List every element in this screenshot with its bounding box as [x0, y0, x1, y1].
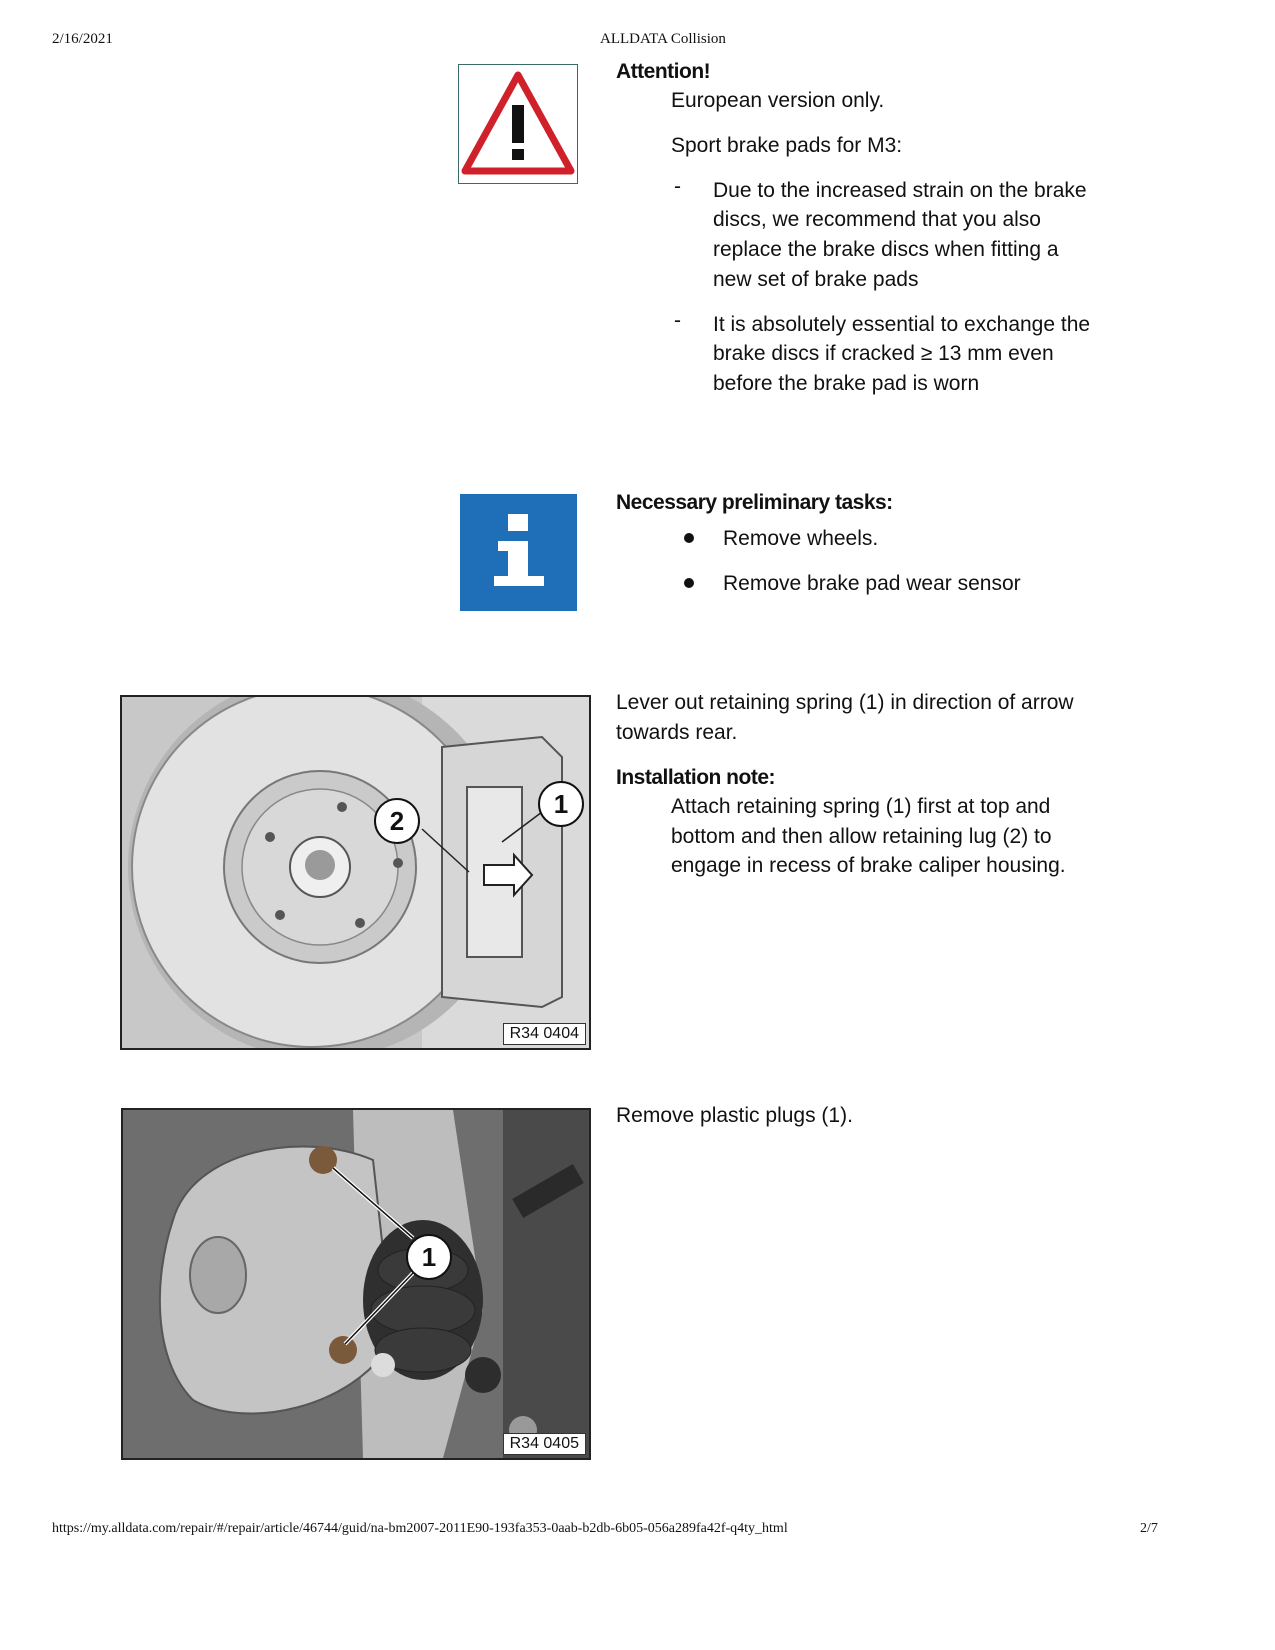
attention-item-2-line-3: before the brake pad is worn — [713, 372, 980, 395]
step1-line-2: towards rear. — [616, 721, 738, 744]
attention-item-1-line-1: Due to the increased strain on the brake — [713, 179, 1087, 202]
step1-line-1: Lever out retaining spring (1) in direction of arrow — [616, 691, 1074, 714]
attention-item-1-line-3: replace the brake discs when fitting a — [713, 238, 1059, 261]
callout-2: 2 — [374, 798, 420, 844]
print-date: 2/16/2021 — [52, 31, 113, 47]
attention-item-2-line-1: It is absolutely essential to exchange the — [713, 313, 1091, 336]
attention-item-1-line-2: discs, we recommend that you also — [713, 208, 1041, 231]
callout-1: 1 — [406, 1234, 452, 1280]
warning-icon — [458, 64, 578, 184]
bullet — [684, 578, 694, 588]
preliminary-item-1: Remove wheels. — [723, 527, 879, 550]
figure-brake-disc — [120, 695, 591, 1050]
installation-note-heading: Installation note: — [616, 766, 775, 789]
info-icon — [460, 494, 577, 611]
attention-heading: Attention! — [616, 60, 711, 83]
installation-note-line-1: Attach retaining spring (1) first at top and — [671, 795, 1051, 818]
figure-code: R34 0405 — [503, 1433, 586, 1455]
attention-item-1-line-4: new set of brake pads — [713, 268, 919, 291]
bullet — [684, 533, 694, 543]
dash-marker: - — [674, 175, 681, 198]
attention-line-2: Sport brake pads for M3: — [671, 134, 903, 157]
installation-note-line-3: engage in recess of brake caliper housing. — [671, 854, 1066, 877]
step2-text: Remove plastic plugs (1). — [616, 1104, 853, 1127]
attention-item-2-line-2: brake discs if cracked ≥ 13 mm even — [713, 342, 1054, 365]
preliminary-item-2: Remove brake pad wear sensor — [723, 572, 1021, 595]
document-title: ALLDATA Collision — [600, 31, 726, 47]
attention-line-1: European version only. — [671, 89, 885, 112]
dash-marker: - — [674, 309, 681, 332]
page-url: https://my.alldata.com/repair/#/repair/article/46744/guid/na-bm2007-2011E90-193fa353-0aab-b2db-6b05-056a289fa42f-q4ty_html — [52, 1521, 788, 1536]
figure-code: R34 0404 — [503, 1023, 586, 1045]
figure-brake-caliper — [121, 1108, 591, 1460]
installation-note-line-2: bottom and then allow retaining lug (2) to — [671, 825, 1052, 848]
callout-1: 1 — [538, 781, 584, 827]
page-number: 2/7 — [1140, 1521, 1158, 1536]
preliminary-heading: Necessary preliminary tasks: — [616, 491, 893, 514]
